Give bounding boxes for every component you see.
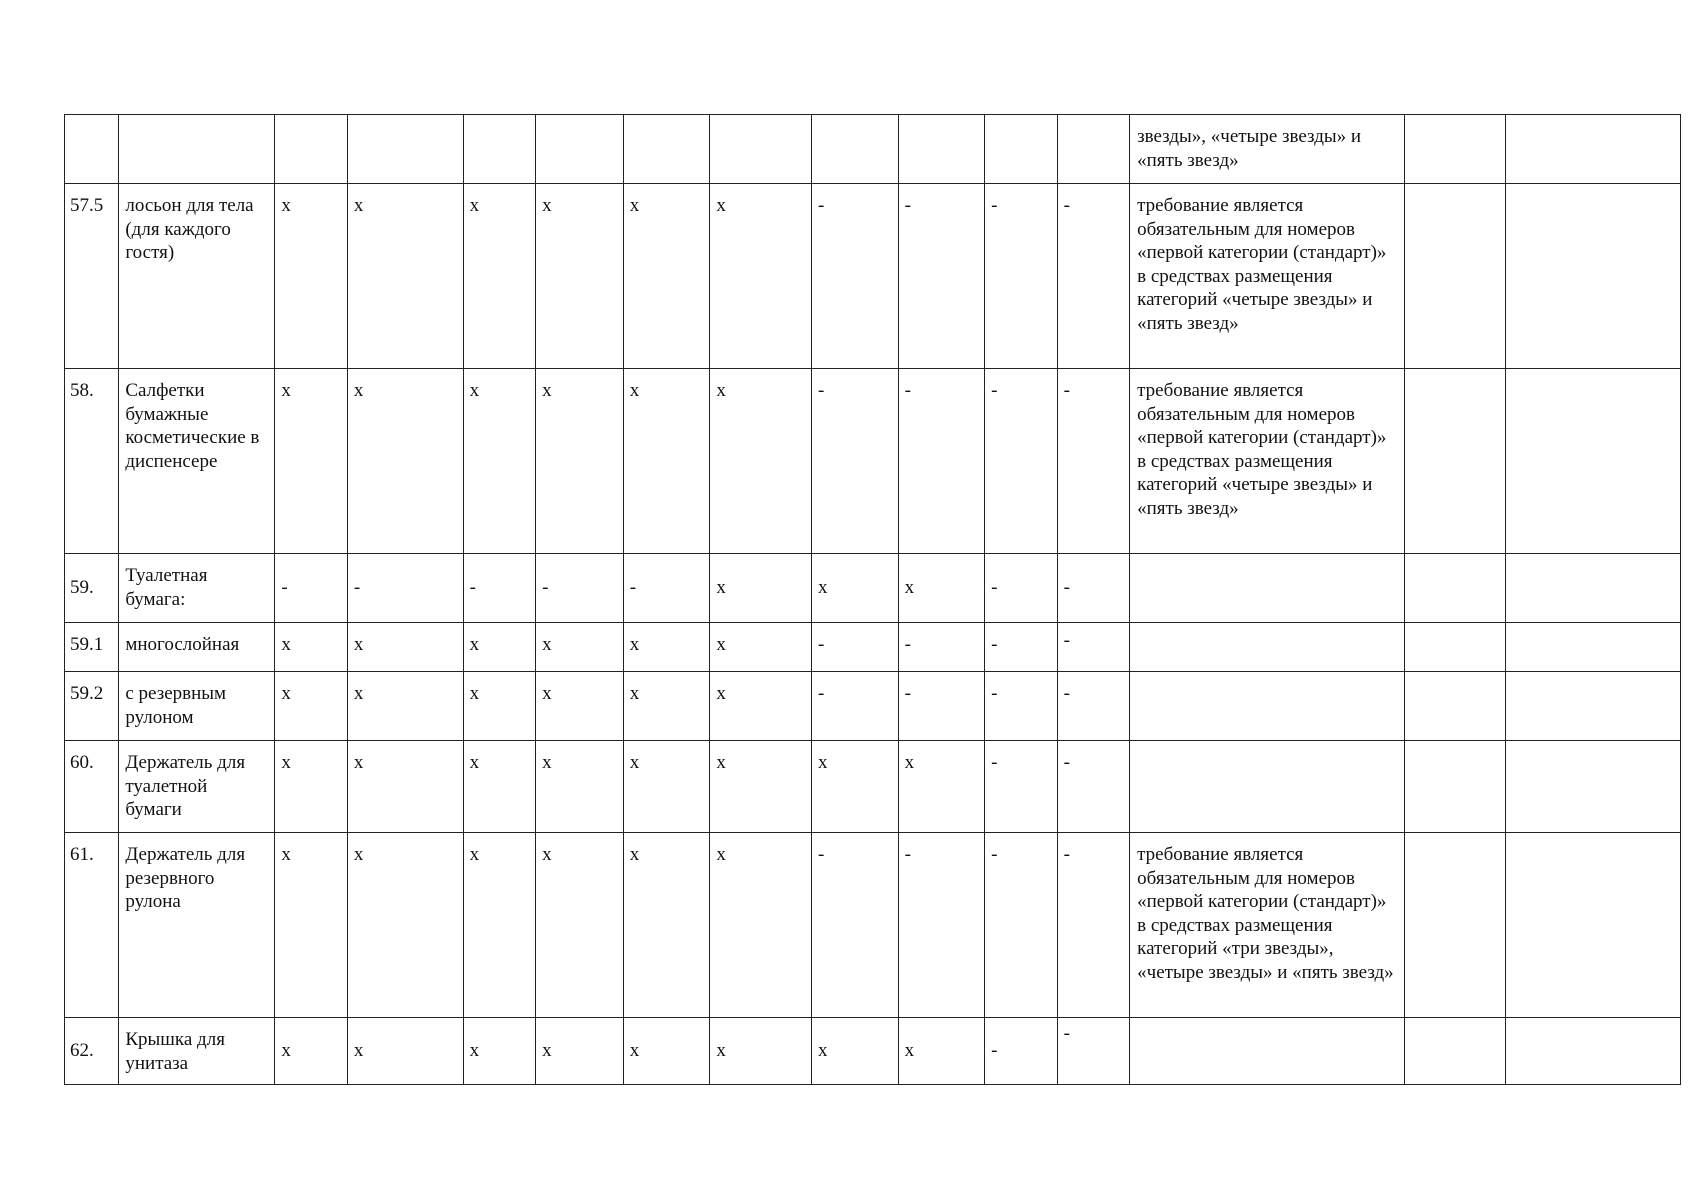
category-cell: х xyxy=(347,1018,463,1085)
category-cell: х xyxy=(536,184,624,369)
category-cell: х xyxy=(347,672,463,741)
item-name: Туалетная бумага: xyxy=(119,554,275,623)
category-cell: х xyxy=(536,623,624,672)
category-cell: х xyxy=(275,623,347,672)
category-cell: - xyxy=(812,184,899,369)
category-cell: - xyxy=(812,623,899,672)
category-cell: х xyxy=(347,369,463,554)
requirements-table xyxy=(64,114,1681,1085)
category-cell: х xyxy=(275,672,347,741)
extra-cell xyxy=(1505,741,1680,833)
category-cell: - xyxy=(1057,184,1129,369)
extra-cell xyxy=(1505,115,1680,184)
extra-cell xyxy=(1505,369,1680,554)
table-row xyxy=(65,369,1681,554)
category-cell: - xyxy=(898,833,985,1018)
category-cell: х xyxy=(710,184,812,369)
category-cell: - xyxy=(1057,833,1129,1018)
category-cell: - xyxy=(985,672,1057,741)
category-cell: - xyxy=(812,369,899,554)
category-cell: х xyxy=(463,623,535,672)
category-cell xyxy=(347,115,463,184)
note-cell xyxy=(1130,623,1405,672)
extra-cell xyxy=(1405,369,1506,554)
row-number: 62. xyxy=(65,1018,119,1085)
item-name: Салфетки бумажные косметические в диспенсере xyxy=(119,369,275,554)
table-row xyxy=(65,623,1681,672)
category-cell: х xyxy=(275,1018,347,1085)
category-cell: - xyxy=(985,1018,1057,1085)
category-cell: х xyxy=(623,833,710,1018)
category-cell: - xyxy=(985,369,1057,554)
category-cell: х xyxy=(275,741,347,833)
category-cell: - xyxy=(1057,672,1129,741)
category-cell xyxy=(1057,115,1129,184)
category-cell: х xyxy=(347,741,463,833)
category-cell: - xyxy=(275,554,347,623)
category-cell: - xyxy=(898,623,985,672)
category-cell: х xyxy=(898,741,985,833)
category-cell: - xyxy=(812,833,899,1018)
category-cell: х xyxy=(812,554,899,623)
table-row xyxy=(65,115,1681,184)
category-cell: х xyxy=(275,184,347,369)
category-cell: х xyxy=(275,833,347,1018)
table-row xyxy=(65,554,1681,623)
note-cell: требование является обязательным для номеров «первой категории (стандарт)» в средствах размещения категорий «три звезды», «четыре звезды» и «пять звезд» xyxy=(1130,833,1405,1018)
category-cell: х xyxy=(623,672,710,741)
note-cell: требование является обязательным для номеров «первой категории (стандарт)» в средствах размещения категорий «четыре звезды» и «пять звезд» xyxy=(1130,369,1405,554)
category-cell xyxy=(536,115,624,184)
category-cell xyxy=(710,115,812,184)
category-cell: - xyxy=(812,672,899,741)
category-cell: х xyxy=(463,369,535,554)
category-cell: - xyxy=(898,369,985,554)
extra-cell xyxy=(1405,115,1506,184)
category-cell: х xyxy=(347,184,463,369)
extra-cell xyxy=(1505,623,1680,672)
extra-cell xyxy=(1405,672,1506,741)
category-cell: х xyxy=(710,1018,812,1085)
extra-cell xyxy=(1405,623,1506,672)
category-cell: - xyxy=(898,672,985,741)
note-cell xyxy=(1130,672,1405,741)
category-cell: х xyxy=(623,623,710,672)
table-row xyxy=(65,672,1681,741)
category-cell: - xyxy=(985,833,1057,1018)
note-cell xyxy=(1130,554,1405,623)
category-cell: х xyxy=(463,184,535,369)
category-cell: - xyxy=(536,554,624,623)
category-cell: х xyxy=(812,1018,899,1085)
item-name: Держатель для резервного рулона xyxy=(119,833,275,1018)
category-cell: х xyxy=(812,741,899,833)
table-row xyxy=(65,184,1681,369)
row-number: 61. xyxy=(65,833,119,1018)
category-cell: х xyxy=(710,554,812,623)
category-cell: х xyxy=(623,369,710,554)
category-cell: х xyxy=(623,741,710,833)
category-cell: х xyxy=(536,369,624,554)
category-cell: - xyxy=(1057,1018,1129,1085)
note-cell xyxy=(1130,1018,1405,1085)
item-name: многослойная xyxy=(119,623,275,672)
category-cell: х xyxy=(898,1018,985,1085)
extra-cell xyxy=(1505,833,1680,1018)
row-number: 57.5 xyxy=(65,184,119,369)
category-cell: х xyxy=(463,833,535,1018)
category-cell: - xyxy=(1057,741,1129,833)
item-name: Держатель для туалетной бумаги xyxy=(119,741,275,833)
item-name: Крышка для унитаза xyxy=(119,1018,275,1085)
note-cell: звезды», «четыре звезды» и «пять звезд» xyxy=(1130,115,1405,184)
category-cell: х xyxy=(347,623,463,672)
row-number: 58. xyxy=(65,369,119,554)
category-cell: - xyxy=(1057,554,1129,623)
category-cell: х xyxy=(463,672,535,741)
category-cell: - xyxy=(463,554,535,623)
extra-cell xyxy=(1505,554,1680,623)
category-cell xyxy=(275,115,347,184)
extra-cell xyxy=(1405,741,1506,833)
note-cell: требование является обязательным для номеров «первой категории (стандарт)» в средствах размещения категорий «четыре звезды» и «пять звезд» xyxy=(1130,184,1405,369)
category-cell: - xyxy=(347,554,463,623)
category-cell xyxy=(623,115,710,184)
category-cell xyxy=(898,115,985,184)
extra-cell xyxy=(1405,184,1506,369)
category-cell: х xyxy=(275,369,347,554)
category-cell xyxy=(812,115,899,184)
category-cell: х xyxy=(710,741,812,833)
note-cell xyxy=(1130,741,1405,833)
extra-cell xyxy=(1505,1018,1680,1085)
category-cell: - xyxy=(623,554,710,623)
category-cell: х xyxy=(536,672,624,741)
row-number xyxy=(65,115,119,184)
category-cell xyxy=(985,115,1057,184)
category-cell: - xyxy=(985,554,1057,623)
category-cell: - xyxy=(1057,369,1129,554)
row-number: 60. xyxy=(65,741,119,833)
category-cell: х xyxy=(898,554,985,623)
category-cell: - xyxy=(985,184,1057,369)
category-cell: - xyxy=(985,623,1057,672)
category-cell: х xyxy=(463,1018,535,1085)
category-cell: х xyxy=(710,623,812,672)
category-cell: х xyxy=(536,741,624,833)
category-cell: х xyxy=(623,184,710,369)
category-cell: - xyxy=(898,184,985,369)
item-name xyxy=(119,115,275,184)
row-number: 59.1 xyxy=(65,623,119,672)
category-cell: х xyxy=(710,369,812,554)
category-cell: х xyxy=(623,1018,710,1085)
extra-cell xyxy=(1505,184,1680,369)
extra-cell xyxy=(1505,672,1680,741)
item-name: лосьон для тела (для каждого гостя) xyxy=(119,184,275,369)
table-row xyxy=(65,833,1681,1018)
row-number: 59. xyxy=(65,554,119,623)
row-number: 59.2 xyxy=(65,672,119,741)
extra-cell xyxy=(1405,554,1506,623)
category-cell: х xyxy=(536,833,624,1018)
table-row xyxy=(65,1018,1681,1085)
category-cell: - xyxy=(985,741,1057,833)
category-cell: х xyxy=(347,833,463,1018)
category-cell: х xyxy=(710,672,812,741)
item-name: с резервным рулоном xyxy=(119,672,275,741)
table-row xyxy=(65,741,1681,833)
category-cell: х xyxy=(710,833,812,1018)
category-cell: х xyxy=(536,1018,624,1085)
category-cell: - xyxy=(1057,623,1129,672)
category-cell xyxy=(463,115,535,184)
extra-cell xyxy=(1405,1018,1506,1085)
category-cell: х xyxy=(463,741,535,833)
extra-cell xyxy=(1405,833,1506,1018)
